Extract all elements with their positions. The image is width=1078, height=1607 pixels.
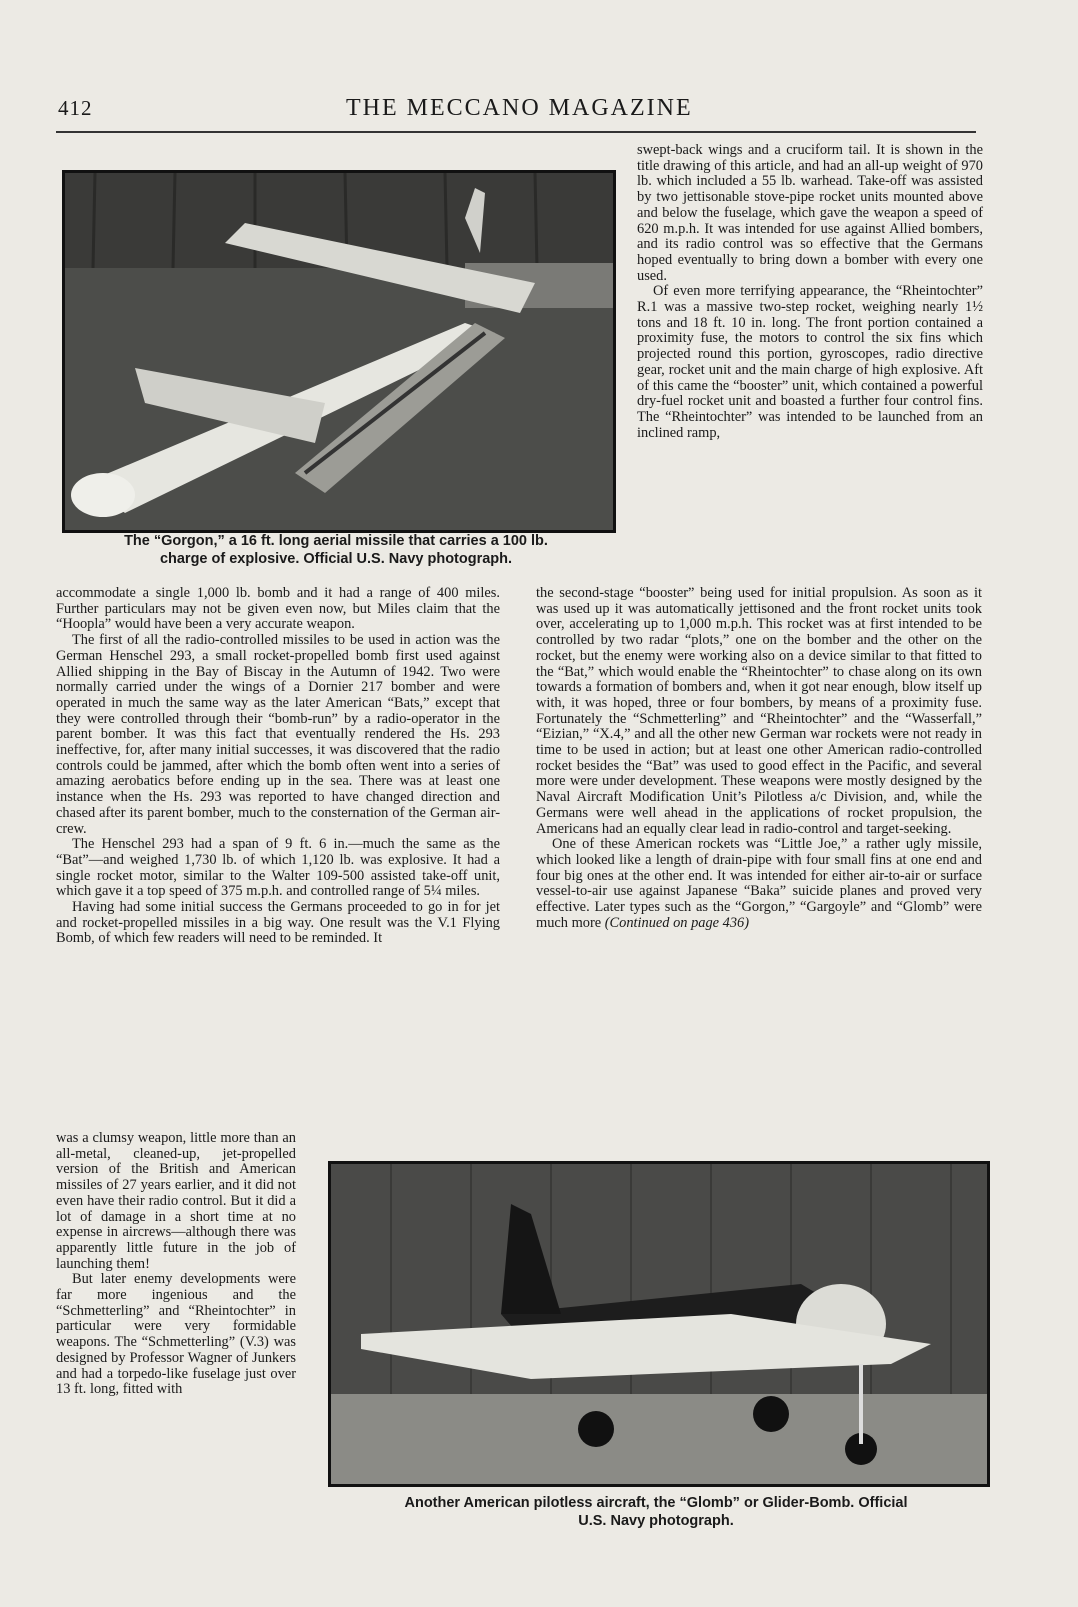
left-column-middle [56,586,500,947]
glomb-caption-line1: Another American pilotless aircraft, the “Glomb” or Glider-Bomb. Official [404,1495,908,1511]
header-rule [56,131,976,133]
paragraph: The first of all the radio-controlled missiles to be used in action was the German Henschel 293, a small rocket-propelled bomb first used against Allied shipping in the Bay of Biscay in the Autumn of 1942. Two were normally carried under the wings of a Dornier 217 bomber and were operated in much the same way as the later American “Bats,” except that they were controlled through their “bomb-run” by a radio-operator in the parent bomber. It was this fact that eventually rendered the Hs. 293 ineffective, for, after many initial successes, it was discovered that the radio controls could be jammed, after which the bomb often went into a series of amazing aerobatics before ending up in the sea. There was at least one instance when the Hs. 293 was reported to have changed direction and chased after its parent bomber, much to the consternation of the German air-crew. [56,632,500,837]
page-number: 412 [58,96,93,120]
glomb-caption [318,1494,994,1530]
paragraph: accommodate a single 1,000 lb. bomb and it had a range of 400 miles. Further particulars may not be given even now, but Miles claim that the “Hoopla” would have been a very accurate weapon. [56,585,500,633]
glomb-photo [328,1161,990,1487]
paragraph: Of even more terrifying appearance, the “Rheintochter” R.1 was a massive two-step rocket, weighing nearly 1½ tons and 18 ft. 10 in. long. The front portion contained a proximity fuse, the motors to control the six fins which projected round this portion, gyroscopes, radio directive gear, rocket unit and the main charge of high explosive. Aft of this came the “booster” unit, which contained a powerful dry-fuel rocket unit and boasted a further four control fins. The “Rheintochter” was intended to be launched from an inclined ramp, [637,283,983,441]
left-column-narrow [56,1131,296,1398]
continued-note: (Continued on page 436) [604,914,750,931]
glomb-aircraft-image [331,1164,987,1484]
paragraph: The Henschel 293 had a span of 9 ft. 6 in.—much the same as the “Bat”—and weighed 1,730 lb. of which 1,120 lb. was explosive. It had a single rocket motor, similar to the Walter 109-500 assisted take-off unit, which gave it a top speed of 375 m.p.h. and controlled range of 5¼ miles. [56,836,500,900]
right-column-middle [536,586,982,931]
paragraph: Having had some initial success the Germans proceeded to go in for jet and rocket-propelled missiles in a big way. One result was the V.1 Flying Bomb, of which few readers will need to be reminded. It [56,899,500,947]
gorgon-caption [58,532,614,568]
paragraph: the second-stage “booster” being used for initial propulsion. As soon as it was used up it was automatically jettisoned and the front rocket units took over, accelerating up to 1,000 m.p.h. This rocket was at first intended to be controlled by two radar “plots,” one on the bomber and the other on the rocket, but the enemy were working also on a device similar to that fitted to the “Bat,” which would enable the “Rheintochter” to chase along on its own towards a formation of bombers and, when it got near enough, blow itself up with, it was hoped, three or four bombers, by means of a proximity fuse. Fortunately the “Schmetterling” and “Rheintochter” and the “Wasserfall,” “Eizian,” “X.4,” and all the other new German war rockets were not ready in time to be used in action; but at least one other American radio-controlled rocket besides the “Bat” was used to good effect in the Pacific, and several more were under development. These weapons were mostly designed by the Naval Aircraft Modification Unit’s Pilotless a/c Division, and, while the Germans were well ahead in the applications of rocket propulsion, the Americans had an equally clear lead in radio-control and target-seeking. [536,585,982,837]
paragraph: was a clumsy weapon, little more than an all-metal, cleaned-up, jet-propelled version of the British and American missiles of 27 years earlier, and it did not even have their radio control. But it did a lot of damage in a short time at no expense in aircrews—although there was apparently little future in the job of launching them! [56,1130,296,1272]
glomb-caption-line2: U.S. Navy photograph. [578,1513,734,1529]
running-head: THE MECCANO MAGAZINE [346,95,693,121]
paragraph: swept-back wings and a cruciform tail. It is shown in the title drawing of this article, and had an all-up weight of 970 lb. which included a 55 lb. warhead. Take-off was assisted by two jettisonable stove-pipe rocket units mounted above and below the fuselage, which gave the weapon a speed of 620 m.p.h. It was intended for use against Allied bombers, and its radio control was so effective that the Germans hoped eventually to bring down a bomber with every one used. [637,142,983,284]
paragraph-text: One of these American rockets was “Little Joe,” a rather ugly missile, which looked like a length of drain-pipe with four small fins at one end and four big ones at the other end. It was intended for either air-to-air or surface vessel-to-air use against Japanese “Baka” suicide planes and proved very effective. Later types such as the “Gorgon,” “Gargoyle” and “Glomb” were much more [536,836,982,931]
right-column-top [637,143,983,441]
gorgon-missile-image [65,173,613,530]
gorgon-photo [62,170,616,533]
paragraph: But later enemy developments were far more ingenious and the “Schmetterling” and “Rheintochter” in particular were very formidable weapons. The “Schmetterling” (V.3) was designed by Professor Wagner of Junkers and had a torpedo-like fuselage just over 13 ft. long, fitted with [56,1271,296,1398]
gorgon-caption-line2: charge of explosive. Official U.S. Navy photograph. [159,551,513,567]
gorgon-caption-line1: The “Gorgon,” a 16 ft. long aerial missile that carries a 100 lb. [124,533,548,549]
paragraph [536,837,982,931]
